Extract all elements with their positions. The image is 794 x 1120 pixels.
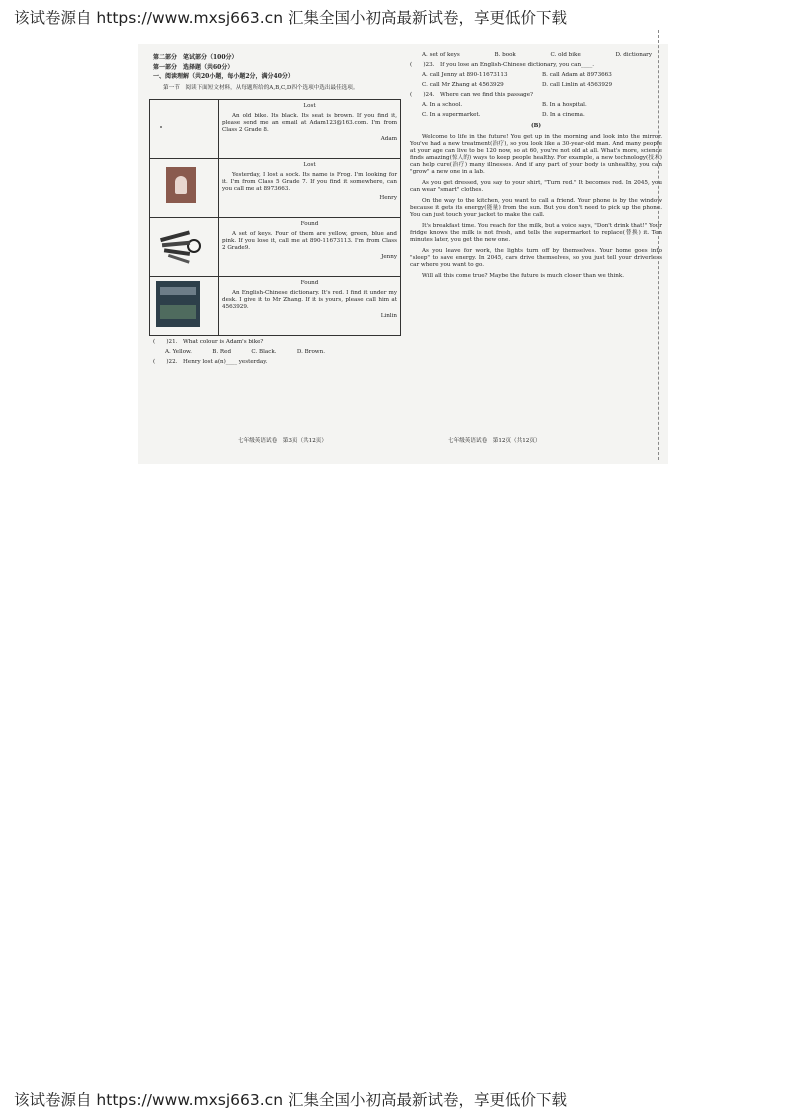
- ad-body: An English-Chinese dictionary. It's red. I find it under my desk. I give it to Mr Zhang. If it is yours, please call him at 4563929.: [222, 290, 397, 311]
- option: A. set of keys: [422, 52, 460, 58]
- ad-body: A set of keys. Four of them are yellow, green, blue and pink. If you lose it, call me at 890-11673113. I'm from Class 2 Grade9.: [222, 231, 397, 252]
- dictionary-icon: [156, 281, 200, 327]
- section1-instructions: 第一节 阅读下面短文材料，从每题所给的A,B,C,D四个选项中选出最佳选项。: [163, 84, 359, 91]
- question-24: ( )24. Where can we find this passage?: [410, 91, 534, 98]
- question-21: ( )21. What colour is Adam's bike?: [153, 339, 264, 346]
- dictionary-picture-cell: [150, 277, 219, 336]
- ad-text-cell: [219, 100, 401, 159]
- page-footer-left: 七年级英语试卷 第3页（共12页）: [238, 438, 327, 444]
- question-23-options: [422, 72, 662, 89]
- right-column: [410, 52, 662, 284]
- sock-icon: [166, 167, 196, 203]
- part2-heading: 第二部分 笔试部分（100分）: [153, 54, 238, 61]
- source-banner-top: 该试卷源自 https://www.mxsj663.cn 汇集全国小初高最新试卷，享更低价下载: [14, 9, 567, 27]
- part1-heading: 第一部分 选择题（共60分）: [153, 63, 234, 71]
- question-24-options: [422, 102, 662, 119]
- ad-text-cell: [219, 277, 401, 336]
- source-banner-bottom: 该试卷源自 https://www.mxsj663.cn 汇集全国小初高最新试卷，享更低价下载: [14, 1091, 567, 1109]
- ad-title: Found: [300, 221, 319, 228]
- option: A. In a school.: [422, 101, 463, 108]
- section1-heading: 一、阅读理解（共20小题，每小题2分，满分40分）: [153, 73, 294, 80]
- ad-row: [150, 159, 401, 218]
- option: D. In a cinema.: [542, 111, 585, 118]
- scanned-exam-page: [138, 44, 668, 464]
- option: A. call Jenny at 890-11673113: [422, 71, 508, 78]
- option: C. In a supermarket.: [422, 111, 481, 118]
- ad-signature: Linlin: [380, 313, 397, 320]
- option: B. call Adam at 8973663: [542, 71, 612, 78]
- ad-signature: Adam: [380, 136, 397, 143]
- keys-picture-cell: [150, 218, 219, 277]
- passage-paragraph: As you get dressed, you say to your shirt, "Turn red." It becomes red. In 2045, you can wear "smart" clothes.: [410, 179, 662, 193]
- page-footer-right: 七年级英语试卷 第12页（共12页）: [448, 438, 541, 444]
- bike-icon: [160, 126, 162, 128]
- fold-line: [658, 30, 659, 460]
- passage-paragraph: Will all this come true? Maybe the future is much closer than we think.: [422, 272, 625, 279]
- ad-row: [150, 100, 401, 159]
- left-column: [153, 52, 403, 369]
- sock-picture-cell: [150, 159, 219, 218]
- ad-text-cell: [219, 159, 401, 218]
- keys-icon: [156, 224, 206, 264]
- ad-row: [150, 277, 401, 336]
- option: B. Red: [212, 349, 232, 356]
- ad-body: Yesterday, I lost a sock. Its name is Frog. I'm looking for it. I'm from Class 5 Grade 7. If you find it somewhere, can you call me at 8973663.: [222, 172, 397, 193]
- ad-body: An old bike. Its black. Its seat is brown. If you find it, please send me an email at Adam123@163.com. I'm from Class 2 Grade 8.: [222, 113, 397, 134]
- option: C. old bike: [550, 52, 581, 58]
- ad-signature: Henry: [379, 195, 397, 202]
- passage-paragraph: On the way to the kitchen, you want to call a friend. Your phone is by the window because it gets its energy(能量) from the sun. But you don't need to pick up the phone. You can just touch your jacket to make the call.: [410, 197, 662, 218]
- section-b-heading: (B): [530, 122, 542, 129]
- option: A. Yellow.: [165, 349, 192, 356]
- passage-paragraph: As you leave for work, the lights turn off by themselves. Your home goes into "sleep" to save energy. In 2045, cars drive themselves, so you just tell your driverless car where you want to go.: [410, 247, 662, 268]
- option: C. Black.: [251, 349, 277, 356]
- option: B. book: [494, 52, 516, 58]
- option: D. call Linlin at 4563929: [542, 81, 613, 88]
- question-22-options: [422, 52, 652, 59]
- question-22: ( )22. Henry lost a(n)____ yesterday.: [153, 359, 268, 366]
- passage-paragraph: It's breakfast time. You reach for the milk, but a voice says, "Don't drink that!" Your fridge knows the milk is not fresh, and tells the supermarket to replace(替换) it. Ten minutes later, you get the new one.: [410, 222, 662, 243]
- ad-title: Found: [300, 280, 319, 287]
- option: D. dictionary: [615, 52, 652, 58]
- ad-title: Lost: [303, 162, 316, 169]
- lost-found-table: [149, 99, 401, 336]
- option: D. Brown.: [296, 349, 325, 356]
- option: B. In a hospital.: [542, 101, 587, 108]
- passage-paragraph: Welcome to life in the future! You get up in the morning and look into the mirror. You've had a new treatment(治疗), so you look like a 30-year-old man. And many people at your age can live to be 120 now, so at 60, you're not old at all. What's more, science finds amazing(惊人的) ways to keep people healthy. For example, a new technology(技术) can help cure(治疗) many illnesses. And if any part of your body is unhealthy, you can "grow" a new one in a lab.: [410, 133, 662, 175]
- ad-row: [150, 218, 401, 277]
- question-21-options: [165, 349, 325, 356]
- ad-title: Lost: [303, 103, 316, 110]
- bike-picture-cell: [150, 100, 219, 159]
- question-23: ( )23. If you lose an English-Chinese dictionary, you can____.: [410, 61, 595, 68]
- ad-signature: Jenny: [381, 254, 397, 261]
- option: C. call Mr Zhang at 4563929: [422, 81, 504, 88]
- ad-text-cell: [219, 218, 401, 277]
